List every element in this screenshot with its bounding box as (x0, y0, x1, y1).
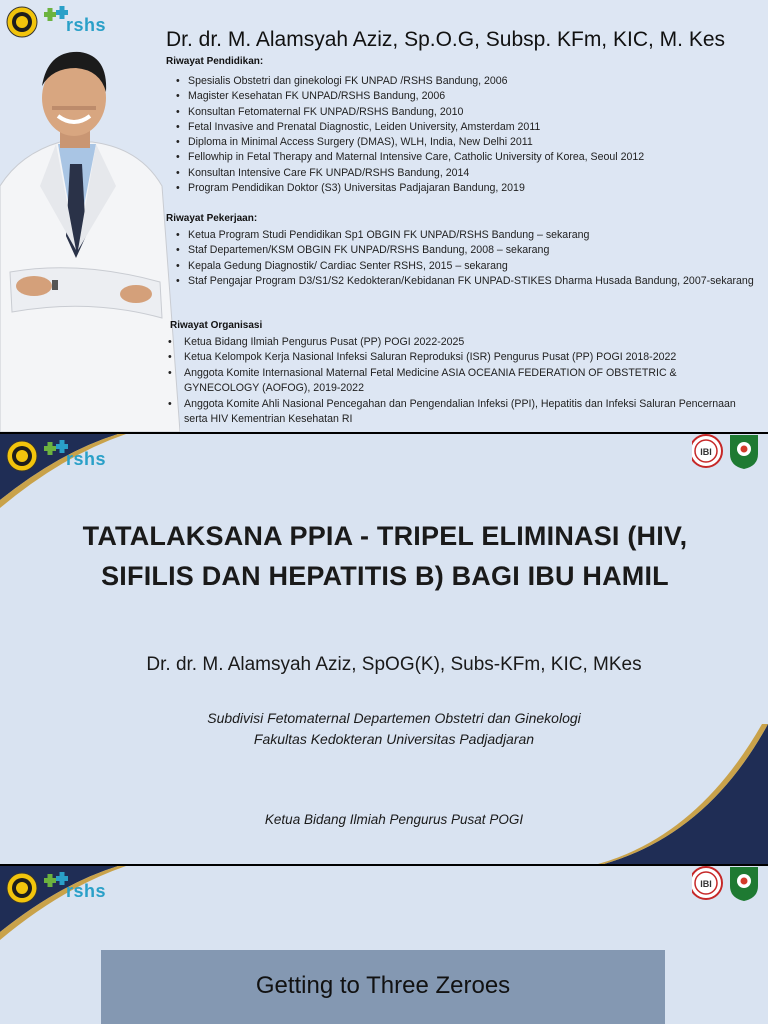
doctor-portrait (0, 36, 180, 432)
list-item: • Program Pendidikan Doktor (S3) Universitas Padjajaran Bandung, 2019 (176, 181, 644, 196)
list-item: • Diploma in Minimal Access Surgery (DMAS), WLH, India, New Delhi 2011 (176, 135, 644, 150)
rshs-logo-text: rshs (66, 15, 107, 35)
unpad-emblem-icon (6, 440, 38, 472)
organization-list (168, 335, 748, 427)
presenter-role: Ketua Bidang Ilmiah Pengurus Pusat POGI (264, 812, 524, 827)
unpad-emblem-icon (6, 872, 38, 904)
education-list (176, 74, 644, 196)
list-item: • Spesialis Obstetri dan ginekologi FK UNPAD /RSHS Bandung, 2006 (176, 74, 644, 89)
rshs-logo-text: rshs (66, 881, 107, 901)
slide-title (0, 434, 768, 864)
affiliation-line-2: Fakultas Kedokteran Universitas Padjadjaran (253, 731, 535, 747)
organization-heading: Riwayat Organisasi (170, 320, 263, 331)
title-line-2: SIFILIS DAN HEPATITIS B) BAGI IBU HAMIL (101, 561, 669, 591)
affiliation-line-1: Subdivisi Fetomaternal Departemen Obstetri dan Ginekologi (207, 710, 581, 726)
rshs-logo (6, 872, 116, 906)
doctor-name-title: Dr. dr. M. Alamsyah Aziz, Sp.O.G, Subsp. KFm, KIC, M. Kes (166, 28, 726, 51)
rshs-logo (6, 6, 116, 40)
ibi-badge-text: IBI (700, 879, 712, 889)
list-item: • Anggota Komite Internasional Maternal Fetal Medicine ASIA OCEANIA FEDERATION OF OBSTETRIC & GYNECOLOGY (AOFOG), 2019-2022 (168, 366, 748, 397)
organization-badges (692, 434, 762, 470)
work-list (176, 228, 756, 289)
list-item: • Ketua Bidang Ilmiah Pengurus Pusat (PP) POGI 2022-2025 (168, 335, 748, 350)
list-item: • Anggota Komite Ahli Nasional Pencegahan dan Pengendalian Infeksi (PPI), Hepatitis dan Infeksi Saluran Pencernaan serta HIV Kementrian Kesehatan RI (168, 397, 748, 428)
list-item: • Fellowhip in Fetal Therapy and Maternal Intensive Care, Catholic University of Korea, Seoul 2012 (176, 150, 644, 165)
list-item: • Konsultan Intensive Care FK UNPAD/RSHS Bandung, 2014 (176, 166, 644, 181)
organization-badges (692, 866, 762, 902)
section-title: Getting to Three Zeroes (255, 972, 511, 999)
ibi-badge-text: IBI (700, 447, 712, 457)
slide-section-title (0, 866, 768, 1024)
presenter-name: Dr. dr. M. Alamsyah Aziz, SpOG(K), Subs-KFm, KIC, MKes (146, 654, 642, 675)
title-line-1: TATALAKSANA PPIA - TRIPEL ELIMINASI (HIV, (82, 521, 688, 551)
list-item: • Fetal Invasive and Prenatal Diagnostic, Leiden University, Amsterdam 2011 (176, 120, 644, 135)
education-heading: Riwayat Pendidikan: (166, 56, 264, 67)
rshs-logo-text: rshs (66, 449, 107, 469)
slide-doctor-profile (0, 0, 768, 432)
list-item: • Staf Departemen/KSM OBGIN FK UNPAD/RSHS Bandung, 2008 – sekarang (176, 243, 756, 258)
list-item: • Ketua Kelompok Kerja Nasional Infeksi Saluran Reproduksi (ISR) Pengurus Pusat (PP) POGI 2018-2022 (168, 350, 748, 365)
unpad-emblem-icon (6, 6, 38, 38)
list-item: • Magister Kesehatan FK UNPAD/RSHS Bandung, 2006 (176, 89, 644, 104)
rshs-logo (6, 440, 116, 474)
corner-swoosh-decoration (598, 724, 768, 864)
list-item: • Ketua Program Studi Pendidikan Sp1 OBGIN FK UNPAD/RSHS Bandung – sekarang (176, 228, 756, 243)
work-heading: Riwayat Pekerjaan: (166, 213, 258, 224)
presentation-title (40, 516, 730, 596)
list-item: • Kepala Gedung Diagnostik/ Cardiac Senter RSHS, 2015 – sekarang (176, 259, 756, 274)
list-item: • Konsultan Fetomaternal FK UNPAD/RSHS Bandung, 2010 (176, 105, 644, 120)
list-item: • Staf Pengajar Program D3/S1/S2 Kedokteran/Kebidanan FK UNPAD-STIKES Dharma Husada Bandung, 2007-sekarang (176, 274, 756, 289)
